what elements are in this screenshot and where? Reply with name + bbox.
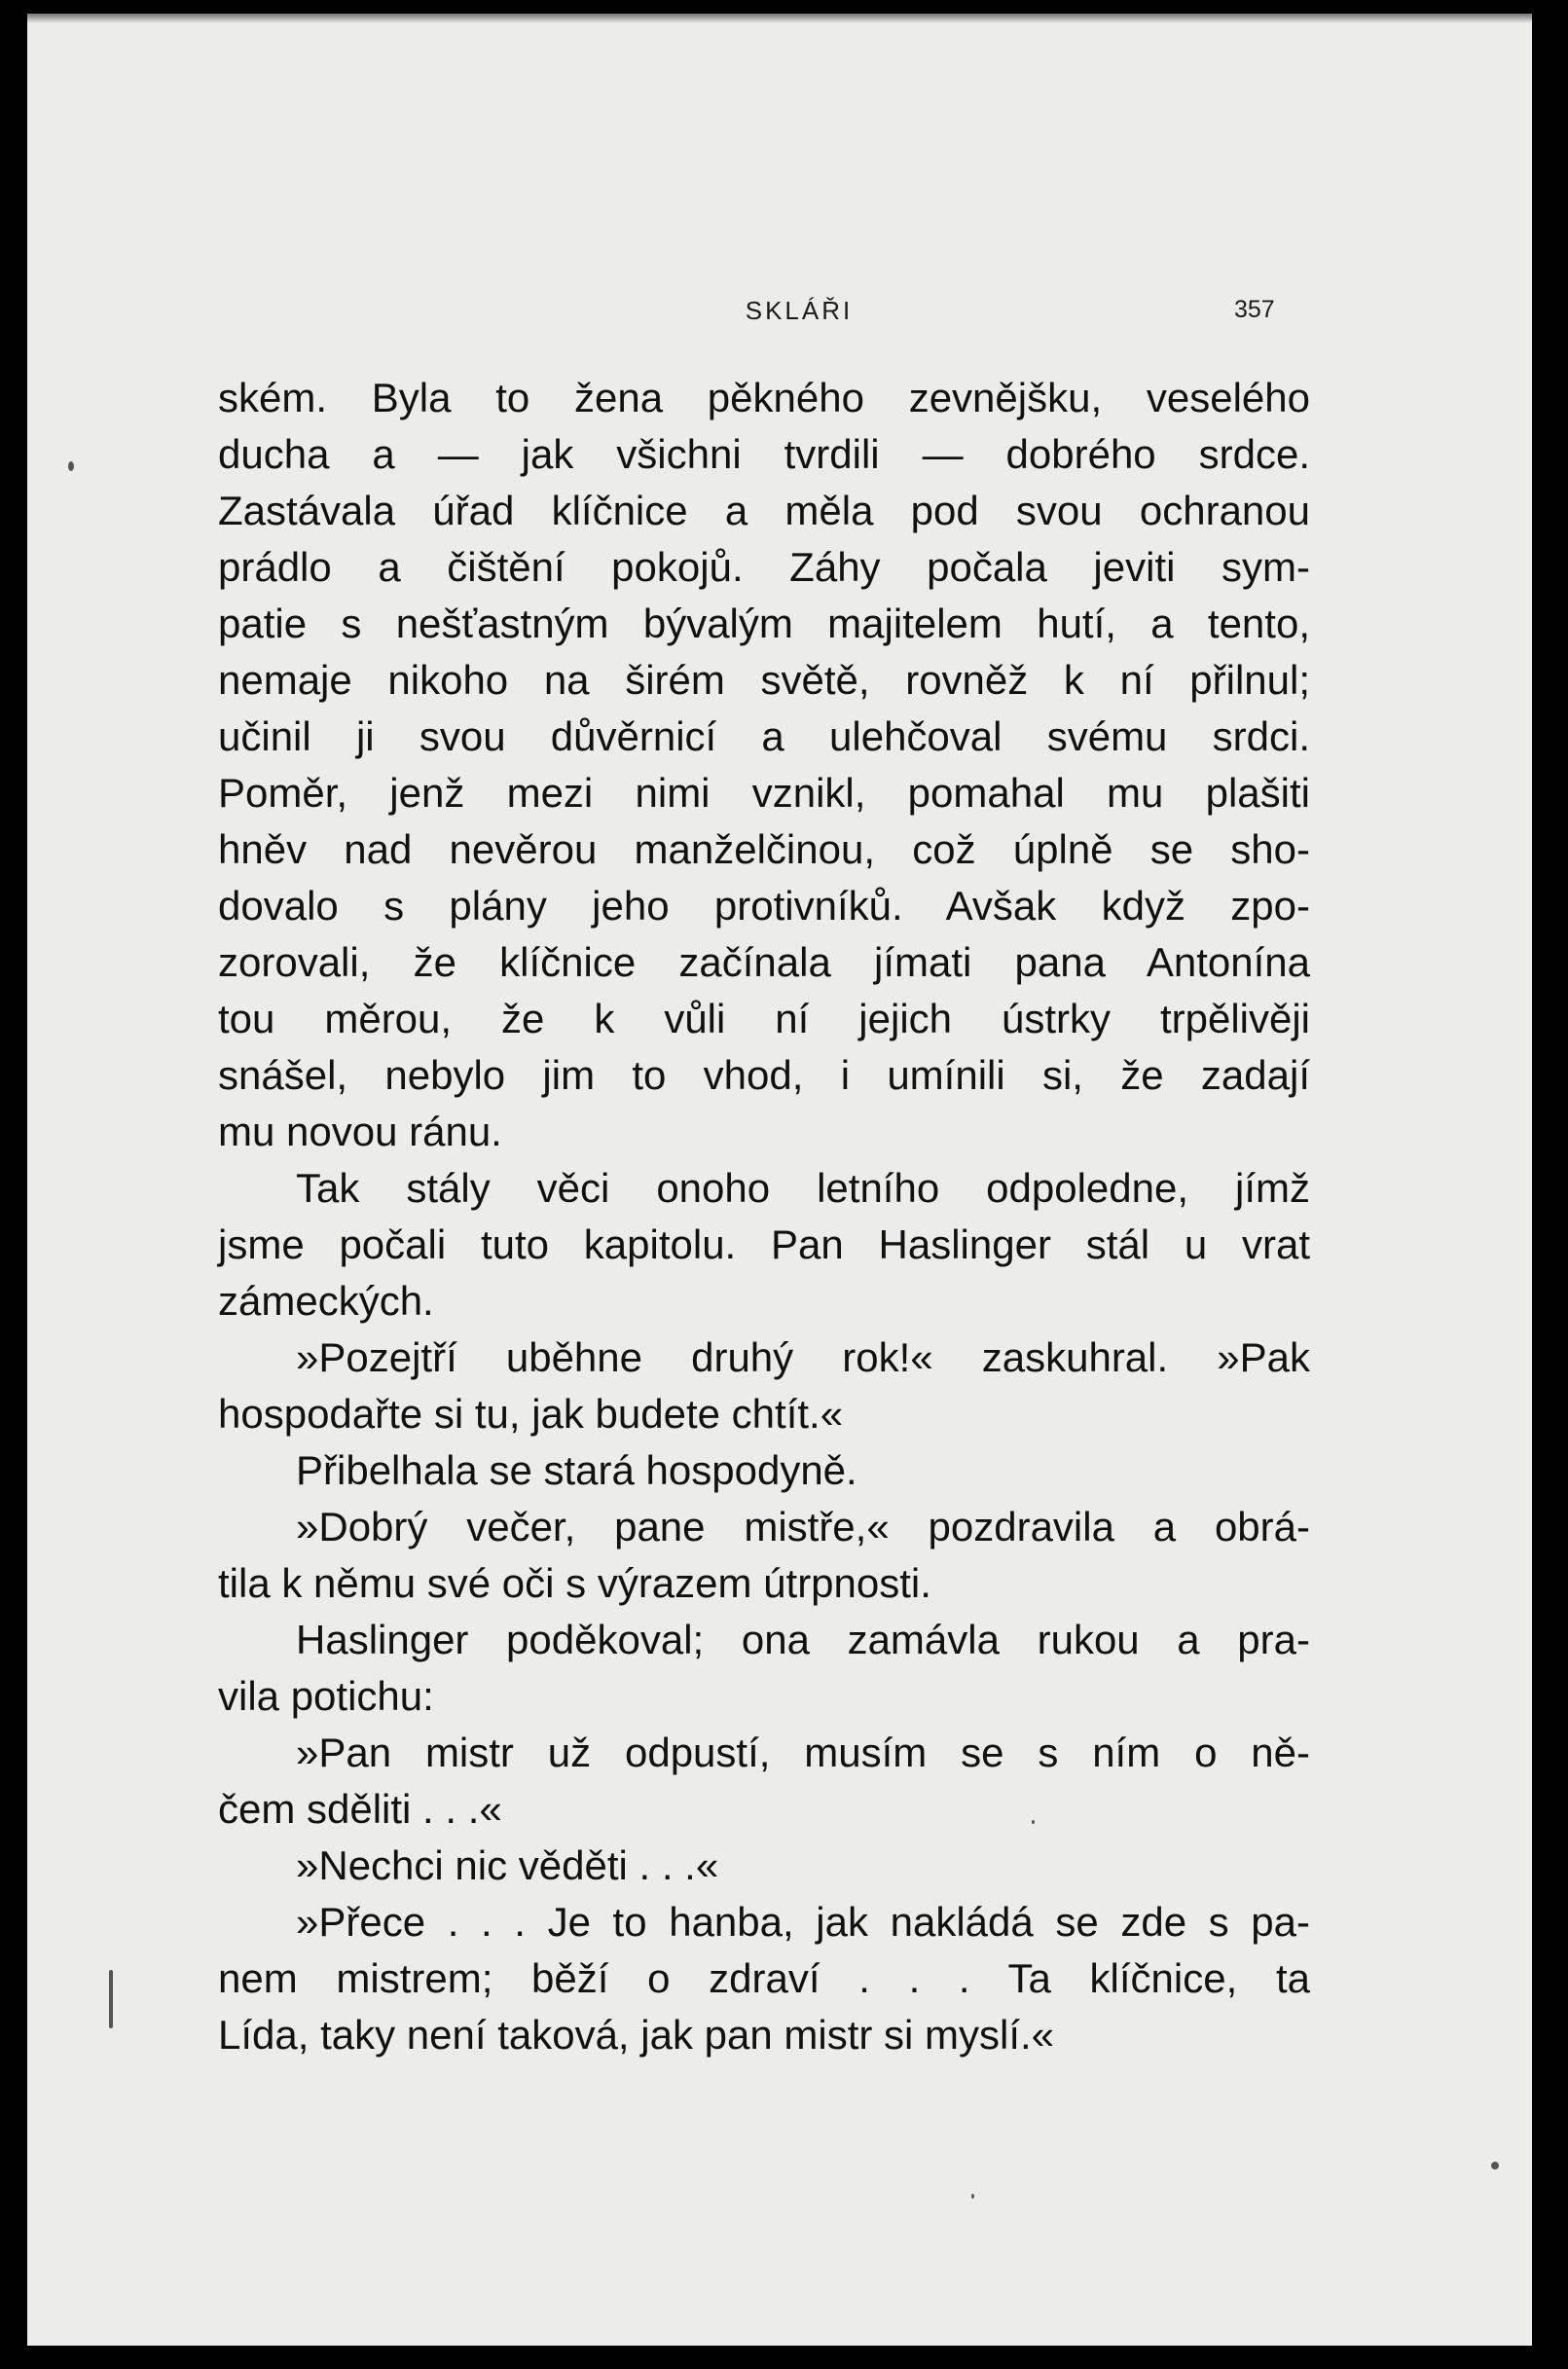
paper-speck <box>1032 1820 1035 1824</box>
text-line: »Přece . . . Je to hanba, jak nakládá se zde s pa- <box>296 1899 1310 1945</box>
text-line: čem sděliti . . .« <box>218 1786 502 1832</box>
text-line: zámeckých. <box>218 1278 434 1324</box>
text-line: Lída, taky není taková, jak pan mistr si myslí.« <box>218 2012 1055 2058</box>
text-line: »Dobrý večer, pane mistře,« pozdravila a obrá- <box>296 1504 1310 1549</box>
text-line: učinil ji svou důvěrnicí a ulehčoval svému srdci. <box>218 713 1310 759</box>
page-top-edge <box>27 14 1532 23</box>
text-line: dovalo s plány jeho protivníků. Avšak když zpo- <box>218 883 1310 929</box>
page-number: 357 <box>1234 296 1275 323</box>
text-line: snášel, nebylo jim to vhod, i umínili si, že zadají <box>218 1052 1310 1098</box>
text-line: Tak stály věci onoho letního odpoledne, jímž <box>296 1165 1310 1211</box>
text-line: ském. Byla to žena pěkného zevnějšku, veselého <box>218 375 1310 420</box>
running-head <box>27 296 1532 335</box>
text-line: »Pan mistr už odpustí, musím se s ním o ně- <box>296 1730 1310 1775</box>
text-line: nem mistrem; běží o zdraví . . . Ta klíčnice, ta <box>218 1955 1310 2001</box>
text-line: »Nechci nic věděti . . .« <box>296 1842 719 1888</box>
running-title: SKLÁŘI <box>745 296 854 325</box>
book-page <box>27 14 1532 2346</box>
text-line: Poměr, jenž mezi nimi vznikl, pomahal mu plašiti <box>218 770 1310 816</box>
paper-speck <box>68 461 74 471</box>
text-line: ducha a — jak všichni tvrdili — dobrého srdce. <box>218 431 1310 477</box>
text-line: prádlo a čištění pokojů. Záhy počala jeviti sym- <box>218 544 1310 590</box>
text-line: »Pozejtří uběhne druhý rok!« zaskuhral. »Pak <box>296 1334 1310 1380</box>
text-line: Haslinger poděkoval; ona zamávla rukou a pra- <box>296 1617 1310 1662</box>
text-line: patie s nešťastným bývalým majitelem hutí, a tento, <box>218 601 1310 646</box>
text-line: mu novou ránu. <box>218 1109 502 1154</box>
body-text <box>218 370 1310 2063</box>
text-line: Přibelhala se stará hospodyně. <box>296 1447 857 1493</box>
text-line: zorovali, že klíčnice začínala jímati pana Antonína <box>218 939 1310 985</box>
text-line: Zastávala úřad klíčnice a měla pod svou ochranou <box>218 488 1310 533</box>
paper-speck <box>971 2194 974 2199</box>
text-line: tila k němu své oči s výrazem útrpnosti. <box>218 1560 931 1606</box>
paper-speck <box>1491 2162 1499 2169</box>
text-line: vila potichu: <box>218 1673 434 1719</box>
text-line: tou měrou, že k vůli ní jejich ústrky trpělivěji <box>218 996 1310 1041</box>
text-line: nemaje nikoho na širém světě, rovněž k ní přilnul; <box>218 657 1310 703</box>
text-line: hněv nad nevěrou manželčinou, což úplně se sho- <box>218 826 1310 872</box>
paper-speck <box>109 1970 113 2028</box>
text-line: jsme počali tuto kapitolu. Pan Haslinger stál u vrat <box>218 1221 1310 1267</box>
text-line: hospodařte si tu, jak budete chtít.« <box>218 1391 844 1437</box>
